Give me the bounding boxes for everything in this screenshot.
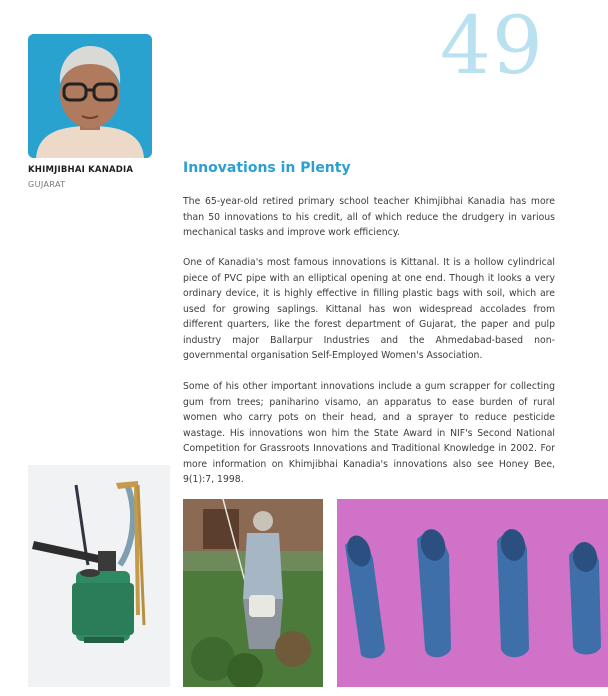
innovator-name: KHIMJIBHAI KANADIA (28, 165, 134, 175)
gardener-photo (183, 499, 323, 687)
article-paragraph: Some of his other important innovations include a gum scrapper for collecting gum from trees; paniharino visamo, an apparatus to ease burden of rural women who carry pots on their head, and a sprayer to reduce pesticide wastage. His innovations won him the State Award in NIF's Second National Competition for Grassroots Innovations and Traditional Knowledge in 2002. For more information on Khimjibhai Kanadia's innovations also see Honey Bee, 9(1):7, 1998. (183, 381, 555, 485)
kittanal-pipes-photo (337, 499, 608, 687)
innovator-state: GUJARAT (28, 180, 66, 189)
innovator-portrait (28, 34, 152, 158)
article-title: Innovations in Plenty (183, 160, 351, 176)
article-paragraph: The 65-year-old retired primary school teacher Khimjibhai Kanadia has more than 50 innovations to his credit, all of which reduce the drudgery in various mechanical tasks and improve work efficiency. (183, 196, 555, 238)
sprayer-photo (28, 465, 170, 687)
article-paragraph: One of Kanadia's most famous innovations is Kittanal. It is a hollow cylindrical piece of PVC pipe with an elliptical opening at one end. Though it looks a very ordinary device, it is highly effective in filling plastic bags with soil, which are used for growing saplings. Kittanal has won widespread accolades from different quarters, like the forest department of Gujarat, the paper and pulp industry major Ballarpur Industries and the Ahmedabad-based non-governmental organisation Self-Employed Women's Association. (183, 257, 555, 361)
page-number: 49 (440, 0, 544, 92)
